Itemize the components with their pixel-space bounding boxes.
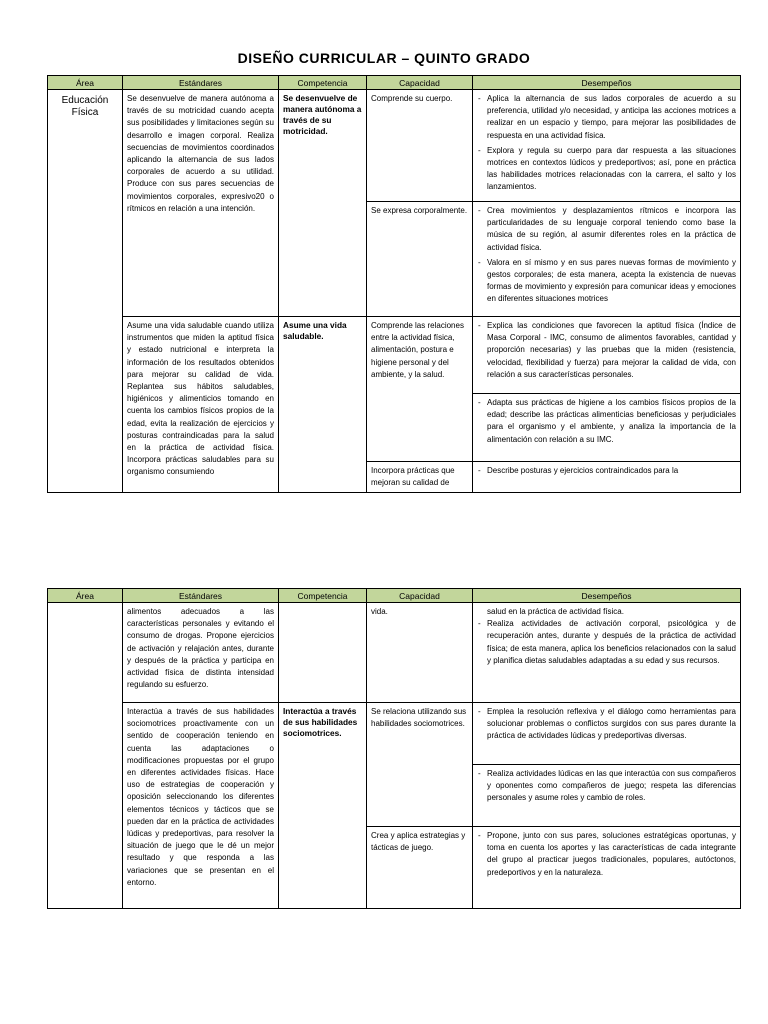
competencia-cell: Asume una vida saludable. [279,317,367,493]
capacidad-cell: Crea y aplica estrategias y tácticas de juego. [367,827,473,909]
desempeno-item: - Describe posturas y ejercicios contraindicados para la [477,465,736,477]
table-row [48,603,741,703]
desempeno-item: - Emplea la resolución reflexiva y el diálogo como herramientas para solucionar problemas o conflictos surgidos con sus pares durante la práctica de actividades lúdicas y predeportivas diversas. [477,706,736,743]
estandar-cell [123,317,279,493]
header-area: Área [48,589,123,603]
desempenos-cell [473,603,741,703]
table-row [48,703,741,765]
desempeno-item: - Propone, junto con sus pares, soluciones estratégicas oportunas, y toma en cuenta los aportes y las características de cada integrante del grupo al practicar juegos tradicionales, populares, autóctonos, predeportivos y en la naturaleza. [477,830,736,879]
curriculum-table-2 [47,588,741,909]
capacidad-cell: Comprende su cuerpo. [367,90,473,202]
desempenos-cell [473,90,741,202]
desempeno-item: - Explica las condiciones que favorecen la aptitud física (Índice de Masa Corporal - IMC, consumo de alimentos favorables, cantidad y proporción necesarias) y las pruebas que la miden (resistencia, velocidad, flexibilidad y fuerza) para mejorar la calidad de vida, con relación a sus características personales. [477,320,736,381]
desempenos-cell [473,827,741,909]
header-desempenos: Desempeños [473,589,741,603]
page-title: DISEÑO CURRICULAR – QUINTO GRADO [237,50,531,66]
area-cell: Educación Física [48,90,123,493]
desempeno-item: - Crea movimientos y desplazamientos rítmicos e incorpora las particularidades de su lenguaje corporal teniendo como base la música de su región, al asumir diferentes roles en la práctica de actividad física. [477,205,736,254]
table-row [48,90,741,202]
table-header-row [48,76,741,90]
capacidad-cell: Se relaciona utilizando sus habilidades sociomotrices. [367,703,473,827]
capacidad-cell: Comprende las relaciones entre la actividad física, alimentación, postura e higiene personal y del ambiente, y la salud. [367,317,473,462]
desempenos-cell [473,765,741,827]
header-competencia: Competencia [279,589,367,603]
estandar-cell: Se desenvuelve de manera autónoma a través de su motricidad cuando acepta sus posibilidades y limitaciones según su desarrollo e imagen corporal. Realiza secuencias de movimientos coordinados aplicando la alternancia de sus lados corporales de acuerdo a su utilidad. Produce con sus pares secuencias de movimientos corporales, expresivo20 o rítmicos en relación a una intención. [123,90,279,317]
header-estandares: Estándares [123,76,279,90]
desempenos-cell [473,202,741,317]
estandar-cell: alimentos adecuados a las características personales y evitando el consumo de drogas. Propone ejercicios de activación y relajación antes, durante y después de la práctica y participa en actividad física de distinta intensidad regulando su esfuerzo. [123,603,279,703]
desempeno-item: - Adapta sus prácticas de higiene a los cambios físicos propios de la edad; describe las prácticas alimenticias beneficiosas y perjudiciales para el organismo y el ambiente, y analiza la importancia de la alimentación con relación a su IMC. [477,397,736,446]
header-capacidad: Capacidad [367,589,473,603]
desempenos-cell [473,703,741,765]
desempeno-item: - Explora y regula su cuerpo para dar respuesta a las situaciones motrices en contextos lúdicos y predeportivos; así, pone en práctica las habilidades motrices relacionadas con la carrera, el salto y los lanzamientos. [477,145,736,194]
header-competencia: Competencia [279,76,367,90]
capacidad-cell [367,462,473,493]
capacidad-cell: vida. [367,603,473,703]
header-estandares: Estándares [123,589,279,603]
capacidad-text: Incorpora prácticas que mejoran su calidad de [371,466,455,488]
competencia-cell [279,603,367,703]
competencia-cell: Se desenvuelve de manera autónoma a través de su motricidad. [279,90,367,317]
capacidad-cell: Se expresa corporalmente. [367,202,473,317]
desempeno-item: - Realiza actividades lúdicas en las que interactúa con sus compañeros y oponentes como compañeros de juego; respeta las diferencias personales y asume roles y cambio de roles. [477,768,736,805]
header-capacidad: Capacidad [367,76,473,90]
curriculum-table-1 [47,75,741,493]
estandar-text: Asume una vida saludable cuando utiliza instrumentos que miden la aptitud física y estado nutricional e interpreta la información de los resultados obtenidos para mejorar su calidad de vida. Replantea sus hábitos saludables, higiénicos y alimenticios tomando en cuenta los cambios físicos propios de la edad, evita la realización de ejercicios y posturas contraindicadas para la salud en la práctica de actividad física. Incorpora prácticas saludables para su organismo consumiendo [127,321,274,477]
desempeno-item: - Realiza actividades de activación corporal, psicológica y de recuperación antes, durante y después de la práctica de actividad física; de esta manera, aplica los beneficios relacionados con la salud y planifica dietas saludables adaptadas a su edad y sus recursos. [477,618,736,667]
desempenos-cell [473,394,741,462]
desempenos-cell [473,317,741,394]
desempenos-cell [473,462,741,493]
table-header-row [48,589,741,603]
desempeno-item: - Aplica la alternancia de sus lados corporales de acuerdo a su preferencia, utilidad y/o necesidad, y anticipa las acciones motrices a realizar en un espacio y tiempo, para mejorar las posibilidades de respuesta en una actividad física. [477,93,736,142]
header-desempenos: Desempeños [473,76,741,90]
desempeno-continuation: salud en la práctica de actividad física. [487,607,624,616]
estandar-cell: Interactúa a través de sus habilidades sociomotrices proactivamente con un sentido de cooperación teniendo en cuenta las adaptaciones o modificaciones propuestas por el grupo en diferentes actividades físicas. Hace uso de estrategias de cooperación y oposición seleccionando los diferentes elementos técnicos y tácticos que se pueden dar en la práctica de actividades lúdicas y predeportivas, para resolver la situación de juego que le dé un mejor resultado y que responda a las variaciones que se presentan en el entorno. [123,703,279,909]
table-row [48,317,741,394]
header-area: Área [48,76,123,90]
competencia-cell: Interactúa a través de sus habilidades sociomotrices. [279,703,367,909]
area-cell [48,603,123,909]
desempeno-item: - Valora en sí mismo y en sus pares nuevas formas de movimiento y gestos corporales; de esta manera, acepta la existencia de nuevas formas de movimiento y expresión para comunicar ideas y emociones en diferentes situaciones motrices [477,257,736,306]
